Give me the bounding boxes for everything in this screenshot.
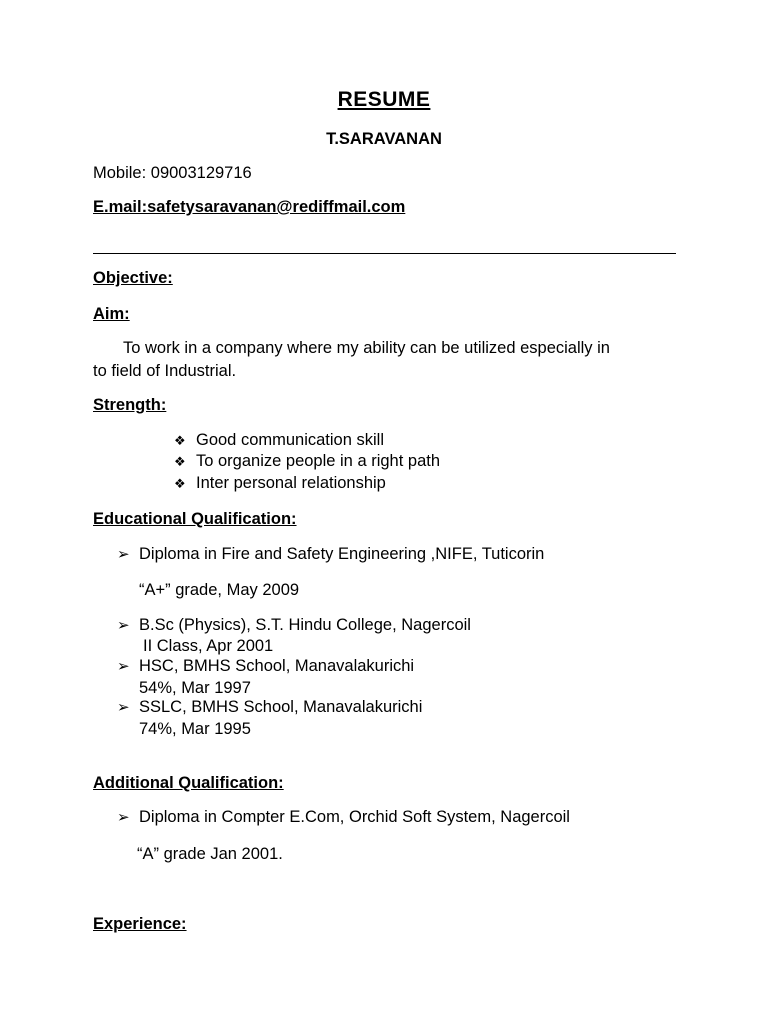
strength-item [174, 452, 440, 471]
strength-item-text: To organize people in a right path [196, 452, 441, 470]
strength-item-text: Inter personal relationship [196, 474, 386, 492]
experience-heading: Experience: [93, 915, 187, 933]
education-heading: Educational Qualification: [93, 510, 297, 528]
additional-item [117, 808, 570, 827]
diamond-bullet-icon: ❖ [174, 433, 186, 448]
edu-item-line2: 54%, Mar 1997 [139, 679, 251, 697]
strength-heading: Strength: [93, 396, 167, 414]
arrow-bullet-icon: ➢ [117, 617, 130, 634]
diamond-bullet-icon: ❖ [174, 454, 186, 469]
edu-item-2 [117, 616, 471, 635]
email-line: E.mail:safetysaravanan@rediffmail.com [93, 198, 406, 216]
arrow-bullet-icon: ➢ [117, 546, 130, 563]
objective-heading: Objective: [93, 269, 173, 287]
edu-item-line2: II Class, Apr 2001 [143, 637, 274, 655]
edu-item-line1: SSLC, BMHS School, Manavalakurichi [139, 698, 423, 716]
edu-item-line1: B.Sc (Physics), S.T. Hindu College, Nagercoil [139, 616, 471, 634]
edu-item-line2: 74%, Mar 1995 [139, 720, 251, 738]
edu-item-line1: HSC, BMHS School, Manavalakurichi [139, 657, 415, 675]
candidate-name: T.SARAVANAN [326, 130, 442, 148]
mobile-line: Mobile: 09003129716 [93, 164, 252, 182]
edu-item-3 [117, 657, 414, 676]
edu-item-4 [117, 698, 422, 717]
aim-heading: Aim: [93, 305, 130, 323]
edu-item-line1: Diploma in Fire and Safety Engineering ,NIFE, Tuticorin [139, 545, 545, 563]
additional-item-line2: “A” grade Jan 2001. [137, 845, 283, 863]
additional-item-line1: Diploma in Compter E.Com, Orchid Soft System, Nagercoil [139, 808, 570, 826]
arrow-bullet-icon: ➢ [117, 699, 130, 716]
strength-item [174, 431, 384, 450]
horizontal-rule [93, 253, 676, 254]
edu-item-line2: “A+” grade, May 2009 [139, 581, 300, 599]
aim-text-line2: to field of Industrial. [93, 362, 237, 380]
diamond-bullet-icon: ❖ [174, 476, 186, 491]
resume-title: RESUME [337, 88, 431, 111]
edu-item-1 [117, 545, 544, 564]
arrow-bullet-icon: ➢ [117, 658, 130, 675]
aim-text-line1: To work in a company where my ability can be utilized especially in [123, 339, 610, 357]
strength-item [174, 474, 386, 493]
strength-item-text: Good communication skill [196, 431, 384, 449]
arrow-bullet-icon: ➢ [117, 809, 130, 826]
additional-heading: Additional Qualification: [93, 774, 284, 792]
